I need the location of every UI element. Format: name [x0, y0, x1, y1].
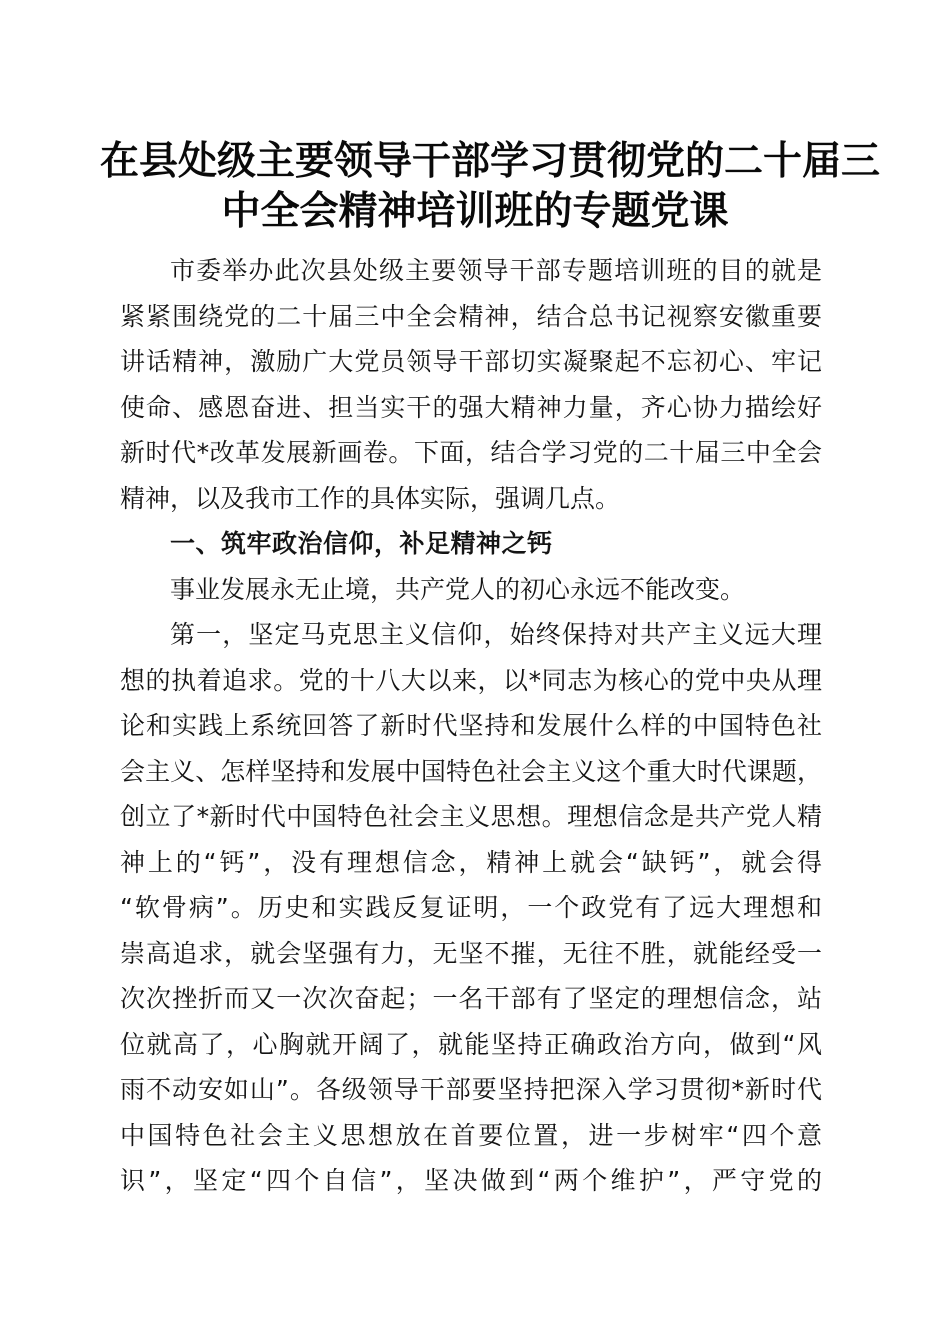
text-line: 会主义、怎样坚持和发展中国特色社会主义这个重大时代课题， [120, 756, 822, 786]
text-line: 中国特色社会主义思想放在首要位置，进一步树牢“四个意 [120, 1120, 822, 1150]
text-line: 识”，坚定“四个自信”，坚决做到“两个维护”，严守党的 [120, 1166, 822, 1195]
text-line: 雨不动安如山”。各级领导干部要坚持把深入学习贯彻*新时代 [120, 1075, 822, 1104]
text-line: 市委举办此次县处级主要领导干部专题培训班的目的就是 [170, 256, 822, 285]
title-line-2: 中全会精神培训班的专题党课 [221, 188, 729, 234]
text-line: 新时代*改革发展新画卷。下面，结合学习党的二十届三中全会 [120, 438, 822, 467]
text-line: 事业发展永无止境，共产党人的初心永远不能改变。 [170, 574, 746, 604]
text-line: 创立了*新时代中国特色社会主义思想。理想信念是共产党人精 [120, 802, 822, 831]
text-line: 第一，坚定马克思主义信仰，始终保持对共产主义远大理 [170, 620, 822, 649]
text-line: 紧紧围绕党的二十届三中全会精神，结合总书记视察安徽重要 [120, 301, 822, 331]
text-line: 想的执着追求。党的十八大以来，以*同志为核心的党中央从理 [120, 665, 822, 695]
text-line: “软骨病”。历史和实践反复证明，一个政党有了远大理想和 [120, 893, 822, 922]
text-line: 使命、感恩奋进、担当实干的强大精神力量，齐心协力描绘好 [120, 392, 822, 422]
text-line: 论和实践上系统回答了新时代坚持和发展什么样的中国特色社 [120, 711, 822, 740]
text-line: 精神，以及我市工作的具体实际，强调几点。 [120, 483, 621, 513]
section-heading: 一、筑牢政治信仰，补足精神之钙 [170, 529, 553, 558]
text-line: 位就高了，心胸就开阔了，就能坚持正确政治方向，做到“风 [120, 1029, 822, 1059]
text-line: 神上的“钙”，没有理想信念，精神上就会“缺钙”，就会得 [120, 847, 822, 877]
document-title [100, 136, 881, 236]
title-line-1: 在县处级主要领导干部学习贯彻党的二十届三 [100, 138, 881, 184]
text-line: 崇高追求，就会坚强有力，无坚不摧，无往不胜，就能经受一 [120, 938, 822, 968]
text-line: 讲话精神，激励广大党员领导干部切实凝聚起不忘初心、牢记 [120, 347, 822, 376]
text-line: 次次挫折而又一次次奋起；一名干部有了坚定的理想信念，站 [120, 984, 822, 1013]
document-body [120, 248, 822, 1204]
